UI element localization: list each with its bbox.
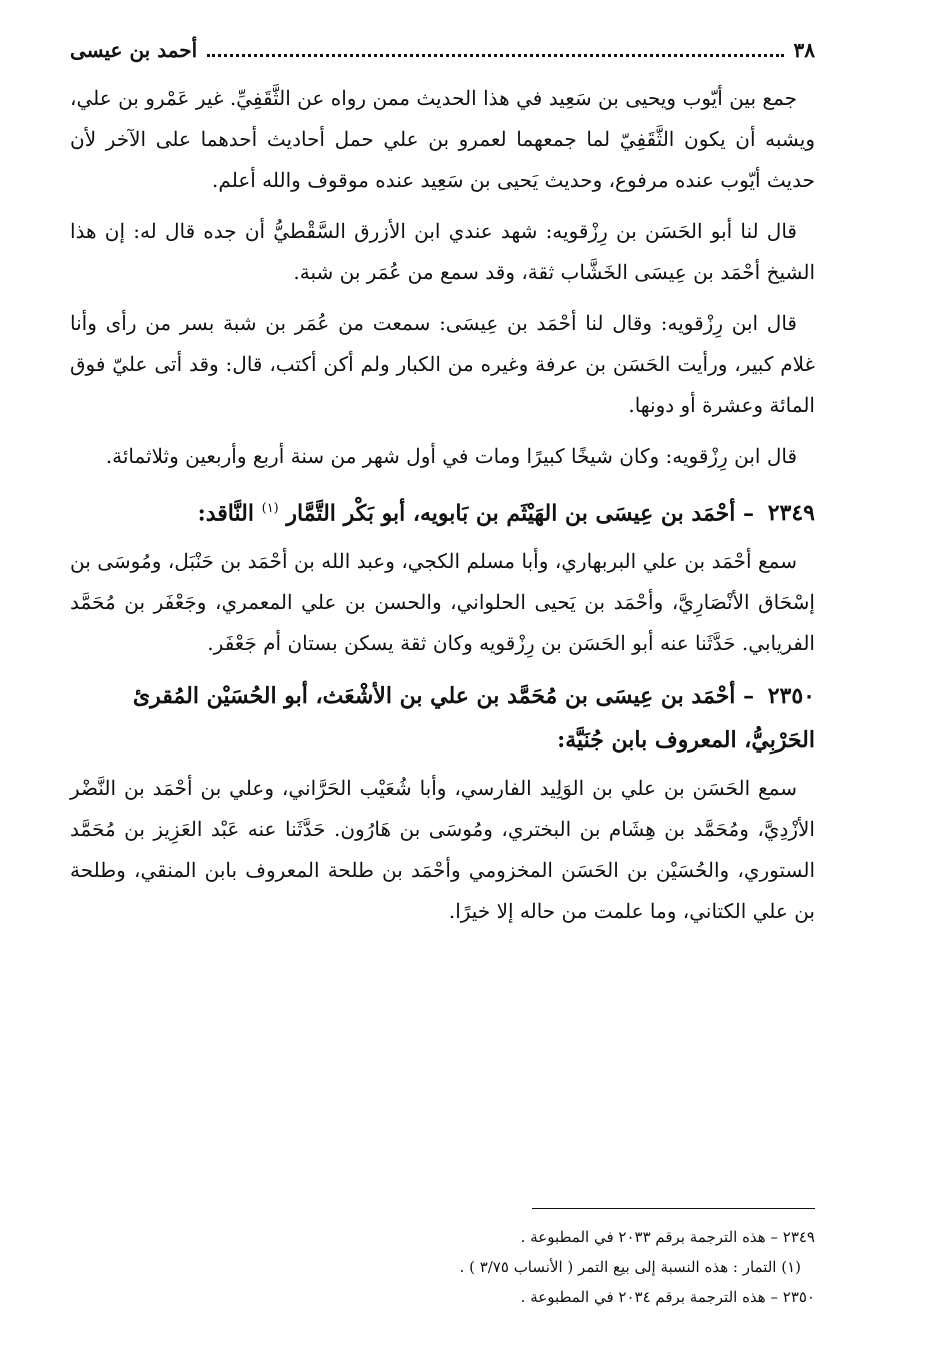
paragraph-1: جمع بين أيّوب ويحيى بن سَعِيد في هذا الحديث ممن رواه عن الثَّقَفِيِّ. غير عَمْرو بن علي، ويشبه أن يكون الثَّقَفِيّ لما جمعهما لعمرو بن علي حمل أحاديث أحدهما على الآخر لأن حديث أيّوب عنده مرفوع، وحديث يَحيى بن سَعِيد عنده موقوف والله أعلم. (70, 86, 815, 192)
entry-title: – أحْمَد بن عِيسَى بن مُحَمَّد بن علي بن الأشْعَث، أبو الحُسَيْن المُقرئ الحَرْبِيُّ، المعروف بابن جُنَيَّة: (132, 683, 815, 754)
paragraph-2: قال لنا أبو الحَسَن بن رِزْقويه: شهد عندي ابن الأزرق السَّقْطيُّ أن جده قال له: إن هذا الشيخ أحْمَد بن عِيسَى الخَشَّاب ثقة، وقد سمع من عُمَر بن شبة. (70, 219, 815, 284)
footnote-divider (532, 1208, 815, 1209)
footnote-3: ٢٣٥٠ – هذه الترجمة برقم ٢٠٣٤ في المطبوعة . (520, 1288, 815, 1306)
footnotes (300, 1222, 815, 1312)
entry-number: ٢٣٥٠ (767, 683, 815, 710)
entry-title-tail: النَّاقد: (197, 500, 254, 527)
entry-body-2349: سمع أحْمَد بن علي البربهاري، وأبا مسلم الكجي، وعبد الله بن أحْمَد بن حَنْبَل، ومُوسَى بن إسْحَاق الأنْصَارِيَّ، وأحْمَد بن يَحيى الحلواني، والحسن بن علي المعمري، وجَعْفَر بن مُحَمَّد الفريابي. حَدَّثَنا عنه أبو الحَسَن بن رِزْقويه وكان ثقة يسكن بستان أم جَعْفَر. (70, 549, 815, 656)
running-title: أحمد بن عيسى (70, 38, 198, 62)
page-number: ٣٨ (793, 38, 815, 62)
page-body (70, 38, 815, 946)
entry-body-2350: سمع الحَسَن بن علي بن الوَلِيد الفارسي، وأبا شُعَيْب الحَرَّاني، وعلي بن أحْمَد بن النَّضْر الأزْدِيَّ، ومُحَمَّد بن هِشَام بن البختري، ومُوسَى بن هَارُون. حَدَّثَنا عنه عَبْد العَزِيز بن مُحَمَّد الستوري، والحُسَيْن بن الحَسَن المخزومي وأحْمَد بن طلحة المعروف بابن المنقي، وطلحة بن علي الكتاني، وما علمت من حاله إلا خيرًا. (70, 776, 815, 924)
entry-heading-2350 (70, 674, 815, 762)
running-header (70, 38, 815, 78)
paragraph-4: قال ابن رِزْقويه: وكان شيخًا كبيرًا ومات في أول شهر من سنة أربع وأربعين وثلاثمائة. (105, 444, 797, 468)
footnote-2: (١) التمار : هذه النسبة إلى بيع التمر ( الأنساب ٣/٧٥ ) . (459, 1258, 801, 1276)
entry-heading-2349 (70, 487, 815, 535)
entry-title: – أحْمَد بن عِيسَى بن الهَيْثَم بن بَابويه، أبو بَكْر التَّمَّار (286, 500, 755, 527)
entry-number: ٢٣٤٩ (767, 500, 815, 527)
paragraph-3: قال ابن رِزْقويه: وقال لنا أحْمَد بن عِيسَى: سمعت من عُمَر بن شبة بسر من رأى وأنا غلام كبير، ورأيت الحَسَن بن عرفة وغيره من الكبار ولم أكن أكتب، قال: وقد أتى عليّ فوق المائة وعشرة أو دونها. (70, 311, 815, 417)
leader-dots (207, 44, 783, 57)
footnote-1: ٢٣٤٩ – هذه الترجمة برقم ٢٠٣٣ في المطبوعة . (520, 1228, 815, 1246)
footnote-reference[interactable]: (١) (261, 501, 279, 516)
